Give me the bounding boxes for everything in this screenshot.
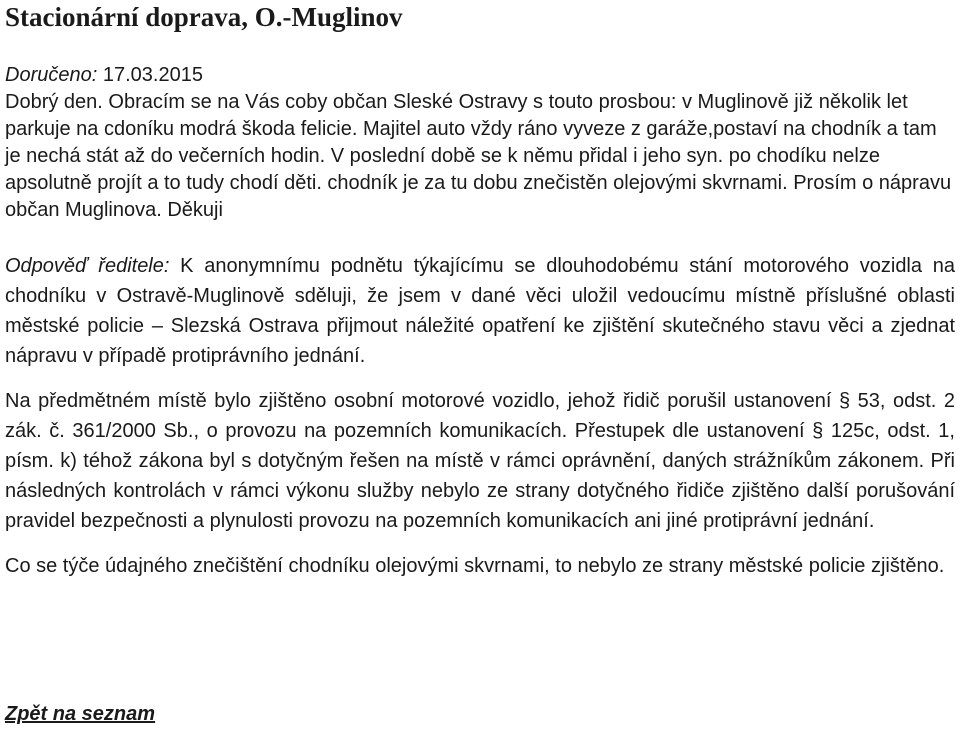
answer-paragraph-1 xyxy=(5,251,955,371)
delivered-label: Doručeno: xyxy=(5,64,98,86)
delivered-date: 17.03.2015 xyxy=(102,64,203,86)
page-title: Stacionární doprava, O.-Muglinov xyxy=(5,2,403,32)
document-page xyxy=(5,0,955,725)
question-text: Dobrý den. Obracím se na Vás coby občan Sleské Ostravy s touto prosbou: v Muglinově již několik let parkuje na cdoníku modrá škoda felicie. Majitel auto vždy ráno vyveze z garáže,postaví na chodník a tam je nechá stát až do večerních hodin. V poslední době se k němu přidal i jeho syn. po chodíku nelze apsolutně projít a to tudy chodí děti. chodník je za tu dobu znečistěn olejovými skvrnami. Prosím o nápravu občan Muglinova. Děkuji xyxy=(5,91,952,221)
director-label: Odpověď ředitele: xyxy=(5,255,170,277)
back-to-list-link[interactable]: Zpět na seznam xyxy=(5,703,156,725)
answer-paragraph-1-text: K anonymnímu podnětu týkajícímu se dlouhodobému stání motorového vozidla na chodníku v Ostravě-Muglinově sděluji, že jsem v dané věci uložil vedoucímu místně příslušné oblasti městské policie – Slezská Ostrava přijmout náležité opatření ke zjištění skutečného stavu věci a zjednat nápravu v případě protiprávního jednání. xyxy=(5,255,955,367)
question-block xyxy=(5,62,955,224)
delivered-line xyxy=(5,62,955,89)
answer-block xyxy=(5,251,955,581)
answer-paragraph-3: Co se týče údajného znečištění chodníku olejovými skvrnami, to nebylo ze strany městské policie zjištěno. xyxy=(5,555,945,577)
answer-paragraph-2: Na předmětném místě bylo zjištěno osobní motorové vozidlo, jehož řidič porušil ustanovení § 53, odst. 2 zák. č. 361/2000 Sb., o provozu na pozemních komunikacích. Přestupek dle ustanovení § 125c, odst. 1, písm. k) téhož zákona byl s dotyčným řešen na místě v rámci oprávnění, daných strážníkům zákonem. Při následných kontrolách v rámci výkonu služby nebylo ze strany dotyčného řidiče zjištěno další porušování pravidel bezpečnosti a plynulosti provozu na pozemních komunikacích ani jiné protiprávní jednání. xyxy=(5,390,955,532)
